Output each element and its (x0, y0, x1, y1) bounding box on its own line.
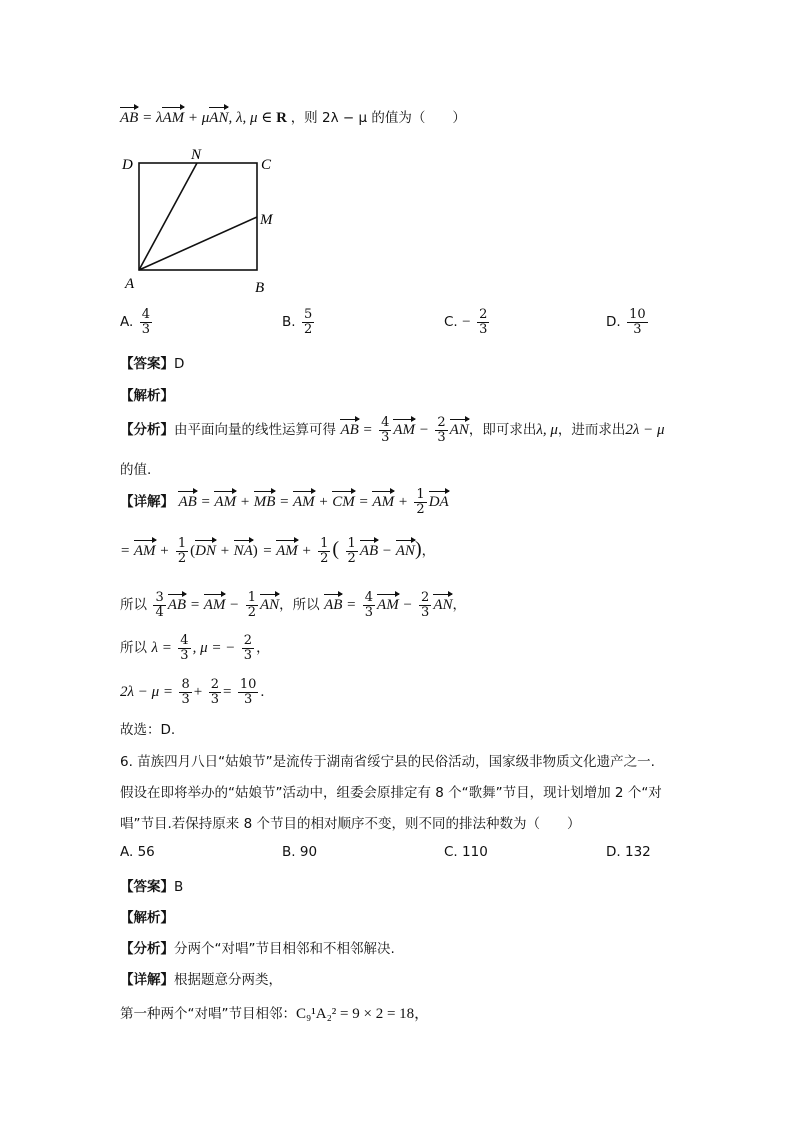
q5-option-a[interactable]: A. $\frac{4}{3}$ (120, 307, 151, 337)
label-b: B (255, 280, 265, 296)
q6-line2: 假设在即将举办的“姑娘节”活动中，组委会原排定有 8 个“歌舞”节目，现计划增加 2 个“对 (120, 785, 662, 801)
q6-option-b[interactable]: B. 90 (282, 844, 318, 860)
label-c: C (261, 157, 272, 173)
label-n: N (191, 147, 202, 163)
q5-option-b[interactable]: B. $\frac{5}{2}$ (282, 307, 313, 337)
q5-conclusion: 故选：D. (120, 722, 176, 738)
q5-option-c[interactable]: C. − $\frac{2}{3}$ (444, 307, 488, 337)
q6-case1: 第一种两个“对唱”节目相邻：C₉¹A₂² = 9 × 2 = 18， (120, 1006, 430, 1022)
label-a: A (125, 276, 135, 292)
q5-answer: 【答案】D (120, 356, 185, 372)
segment-am (139, 217, 257, 270)
q6-option-d[interactable]: D. 132 (606, 844, 651, 860)
q5-xiangjie-line4: 所以 λ = $\frac{4}{3}$ , μ = − $\frac{2}{3}$ ， (120, 633, 270, 663)
q5-stem (120, 106, 466, 127)
q5-fenxi-end: 的值. (120, 462, 152, 478)
q5-analysis-tag: 【解析】 (120, 388, 174, 404)
q6-option-c[interactable]: C. 110 (444, 844, 488, 860)
q5-xiangjie-line2: = AM + $\frac{1}{2}$ (DN + NA) = AM + $\frac{1}{2}$ ( $\frac{1}{2}$ AB − AN)， (120, 536, 436, 566)
label-d: D (122, 157, 133, 173)
q6-xiangjie: 【详解】根据题意分两类， (120, 972, 282, 988)
q5-xiangjie-line3: 所以 $\frac{3}{4}$ AB = AM − $\frac{1}{2}$ AN，所以 AB = $\frac{4}{3}$ AM − $\frac{2}{3}$ AN， (120, 590, 466, 620)
square-figure (115, 145, 290, 300)
label-m: M (260, 212, 273, 228)
q6-line1: 6. 苗族四月八日“姑娘节”是流传于湖南省绥宁县的民俗活动，国家级非物质文化遗产之一. (120, 754, 655, 770)
q5-stem-formula: AB = λAM + μAN, λ, μ ∈ R (120, 110, 287, 126)
q6-analysis-tag: 【解析】 (120, 910, 174, 926)
q6-option-a[interactable]: A. 56 (120, 844, 155, 860)
q5-xiangjie-line5: 2λ − μ = $\frac{8}{3}$ + $\frac{2}{3}$ = $\frac{10}{3}$ . (120, 677, 265, 707)
q5-xiangjie-line1: 【详解】 AB = AM + MB = AM + CM = AM + $\frac{1}{2}$ DA (120, 487, 449, 517)
q5-option-d[interactable]: D. $\frac{10}{3}$ (606, 307, 646, 337)
square-abcd (139, 163, 257, 270)
q6-line3: 唱”节目.若保持原来 8 个节目的相对顺序不变，则不同的排法种数为（ ） (120, 816, 581, 832)
q5-stem-tail: ，则 2λ − μ 的值为（ ） (290, 110, 466, 126)
segment-an (139, 163, 197, 270)
q5-fenxi: 【分析】由平面向量的线性运算可得 AB = $\frac{4}{3}$ AM − $\frac{2}{3}$ AN，即可求出λ, μ，进而求出2λ − μ (120, 415, 665, 445)
q6-fenxi: 【分析】分两个“对唱”节目相邻和不相邻解决. (120, 941, 395, 957)
q6-answer: 【答案】B (120, 879, 184, 895)
